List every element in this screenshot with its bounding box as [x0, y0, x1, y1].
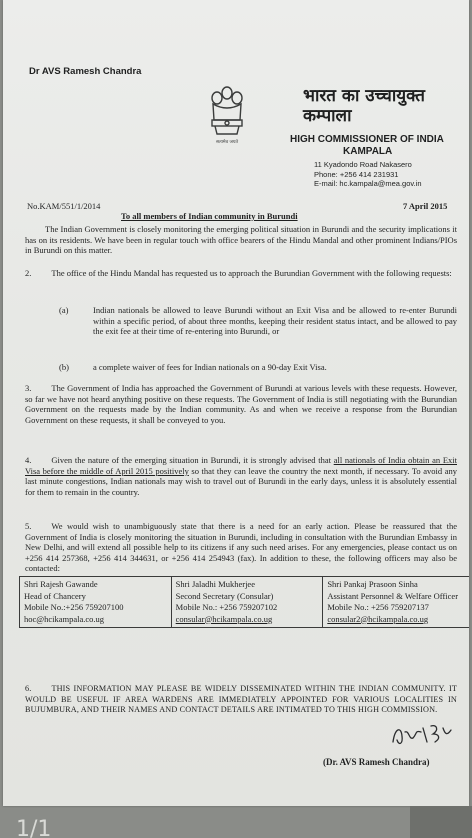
- officer-email: hoc@hcikampala.co.ug: [24, 613, 105, 624]
- paragraph-1: [25, 224, 457, 256]
- table-row: [20, 577, 470, 628]
- svg-text:सत्यमेव जयते: सत्यमेव जयते: [215, 140, 239, 145]
- handwritten-signature: [387, 720, 457, 750]
- officer-mobile: Mobile No.: +256 759207137: [327, 602, 429, 612]
- paragraph-5-number: 5.: [25, 521, 32, 531]
- paragraph-4-text: Given the nature of the emerging situation in Burundi, it is strongly advised that: [51, 455, 334, 465]
- office-address: [314, 160, 422, 189]
- officer-email: consular@hcikampala.co.ug: [175, 613, 273, 624]
- paragraph-4-text-end: so that they can leave the country the next month, if necessary. To avoid any last minute congestions, Indian nationals may wish to travel out of Burundi in the early days, unless it is absolutely essential for them to remain in the country.: [25, 465, 457, 497]
- salutation: To all members of Indian community in Burundi: [121, 211, 298, 221]
- page-number-mark: [0, 814, 60, 838]
- reference-number: No.KAM/551/1/2014: [27, 201, 101, 211]
- request-a: Indian nationals be allowed to leave Burundi without an Exit Visa and be allowed to re-enter Burundi within a specific period, of about three months, keeping their resident status intact, and be allowed to pay the exit fee at their time of re-entering into Burundi, or: [93, 305, 457, 336]
- paragraph-3: [25, 383, 457, 425]
- paragraph-4-number: 4.: [25, 455, 32, 465]
- address-phone: Phone: +256 414 231931: [314, 169, 399, 179]
- paragraph-3-number: 3.: [25, 383, 32, 393]
- officer-contacts-table: [19, 576, 469, 628]
- address-email: E-mail: hc.kampala@mea.gov.in: [314, 179, 422, 188]
- officer-mobile: Mobile No.:+256 759207100: [24, 602, 124, 612]
- paragraph-4-emphasis: all nationals of India obtain an Exit Visa before the middle of April 2015 positively: [25, 455, 457, 476]
- office-title-line1: HIGH COMMISSIONER OF INDIA: [290, 134, 444, 145]
- page-mark-text: 1/1: [16, 817, 52, 838]
- office-title-line2: KAMPALA: [343, 146, 393, 157]
- paragraph-2-number: 2.: [25, 268, 32, 278]
- officer-email: consular2@hcikampala.co.ug: [327, 613, 429, 624]
- paragraph-5-text: We would wish to unambiguously state that there is a need for an early action. Please be reassured that the Government of India is closely monitoring the situation in Burundi, including in consultation with the Burundian Embassy in New Delhi, and will extend all possible help to its citizens if any such need arises. For any emergencies, please contact us on +256 414 257368, +256 414 344631, or +256 414 254943 (fax). In addition to these, the following officers may also be contacted:: [25, 521, 457, 573]
- officer-cell: [171, 577, 323, 628]
- paragraph-1-text: The Indian Government is closely monitoring the emerging political situation in Burundi and the security implications it has on its residents. We have been in regular touch with office bearers of the Hindu Mandal and other prominent Indians/PIOs in Burundi on this matter.: [25, 224, 457, 255]
- officer-cell: [20, 577, 172, 628]
- office-title: [290, 134, 444, 158]
- national-emblem-icon: [207, 84, 247, 146]
- officer-role: Assistant Personnel & Welfare Officer: [327, 590, 459, 601]
- signatory-name: (Dr. AVS Ramesh Chandra): [323, 757, 430, 767]
- paragraph-3-text: The Government of India has approached the Government of Burundi at various levels with these requests. However, so far we have not heard anything positive on these requests. The Government of India is still negotiating with the Burundian Government on the requests made by the Indian community. As and when we receive a response from the Burundian Government on these requests, it shall be conveyed to you.: [25, 383, 457, 425]
- paragraph-2: [25, 268, 457, 279]
- letter-date: 7 April 2015: [403, 201, 448, 211]
- paragraph-4: [25, 455, 457, 497]
- paragraph-5: [25, 521, 457, 574]
- request-b-label: (b): [59, 362, 69, 372]
- officer-role: Second Secretary (Consular): [175, 590, 274, 601]
- paragraph-2-text: The office of the Hindu Mandal has requested us to approach the Burundian Government with the following requests:: [51, 268, 452, 278]
- sender-name: Dr AVS Ramesh Chandra: [29, 66, 142, 77]
- officer-mobile: Mobile No.: +256 759207102: [175, 602, 278, 612]
- letter-page: [3, 0, 469, 806]
- officer-name: Shri Jaladhi Mukherjee: [175, 579, 255, 589]
- officer-name: Shri Rajesh Gawande: [24, 579, 98, 589]
- hindi-title: [303, 86, 425, 126]
- hindi-title-line1: भारत का उच्चायुक्त: [303, 86, 425, 106]
- paragraph-6-number: 6.: [25, 684, 32, 693]
- officer-cell: [323, 577, 469, 628]
- request-a-label: (a): [59, 305, 69, 315]
- paragraph-6: [25, 684, 457, 716]
- page-fold-shadow: [410, 806, 472, 838]
- address-street: 11 Kyadondo Road Nakasero: [314, 160, 412, 169]
- paragraph-6-text: THIS INFORMATION MAY PLEASE BE WIDELY DISSEMINATED WITHIN THE INDIAN COMMUNITY. IT WOULD BE USEFUL IF AREA WARDENS ARE IMMEDIATELY APPOINTED FOR VARIOUS LOCALITIES IN BUJUMBURA, AND THEIR NAMES AND CONTACT DETAILS ARE INTIMATED TO THIS HIGH COMMISSION.: [25, 684, 457, 714]
- officer-name: Shri Pankaj Prasoon Sinha: [327, 579, 418, 589]
- officer-role: Head of Chancery: [24, 590, 86, 601]
- request-b: a complete waiver of fees for Indian nationals on a 90-day Exit Visa.: [93, 362, 327, 372]
- hindi-title-line2: कम्पाला: [303, 106, 352, 126]
